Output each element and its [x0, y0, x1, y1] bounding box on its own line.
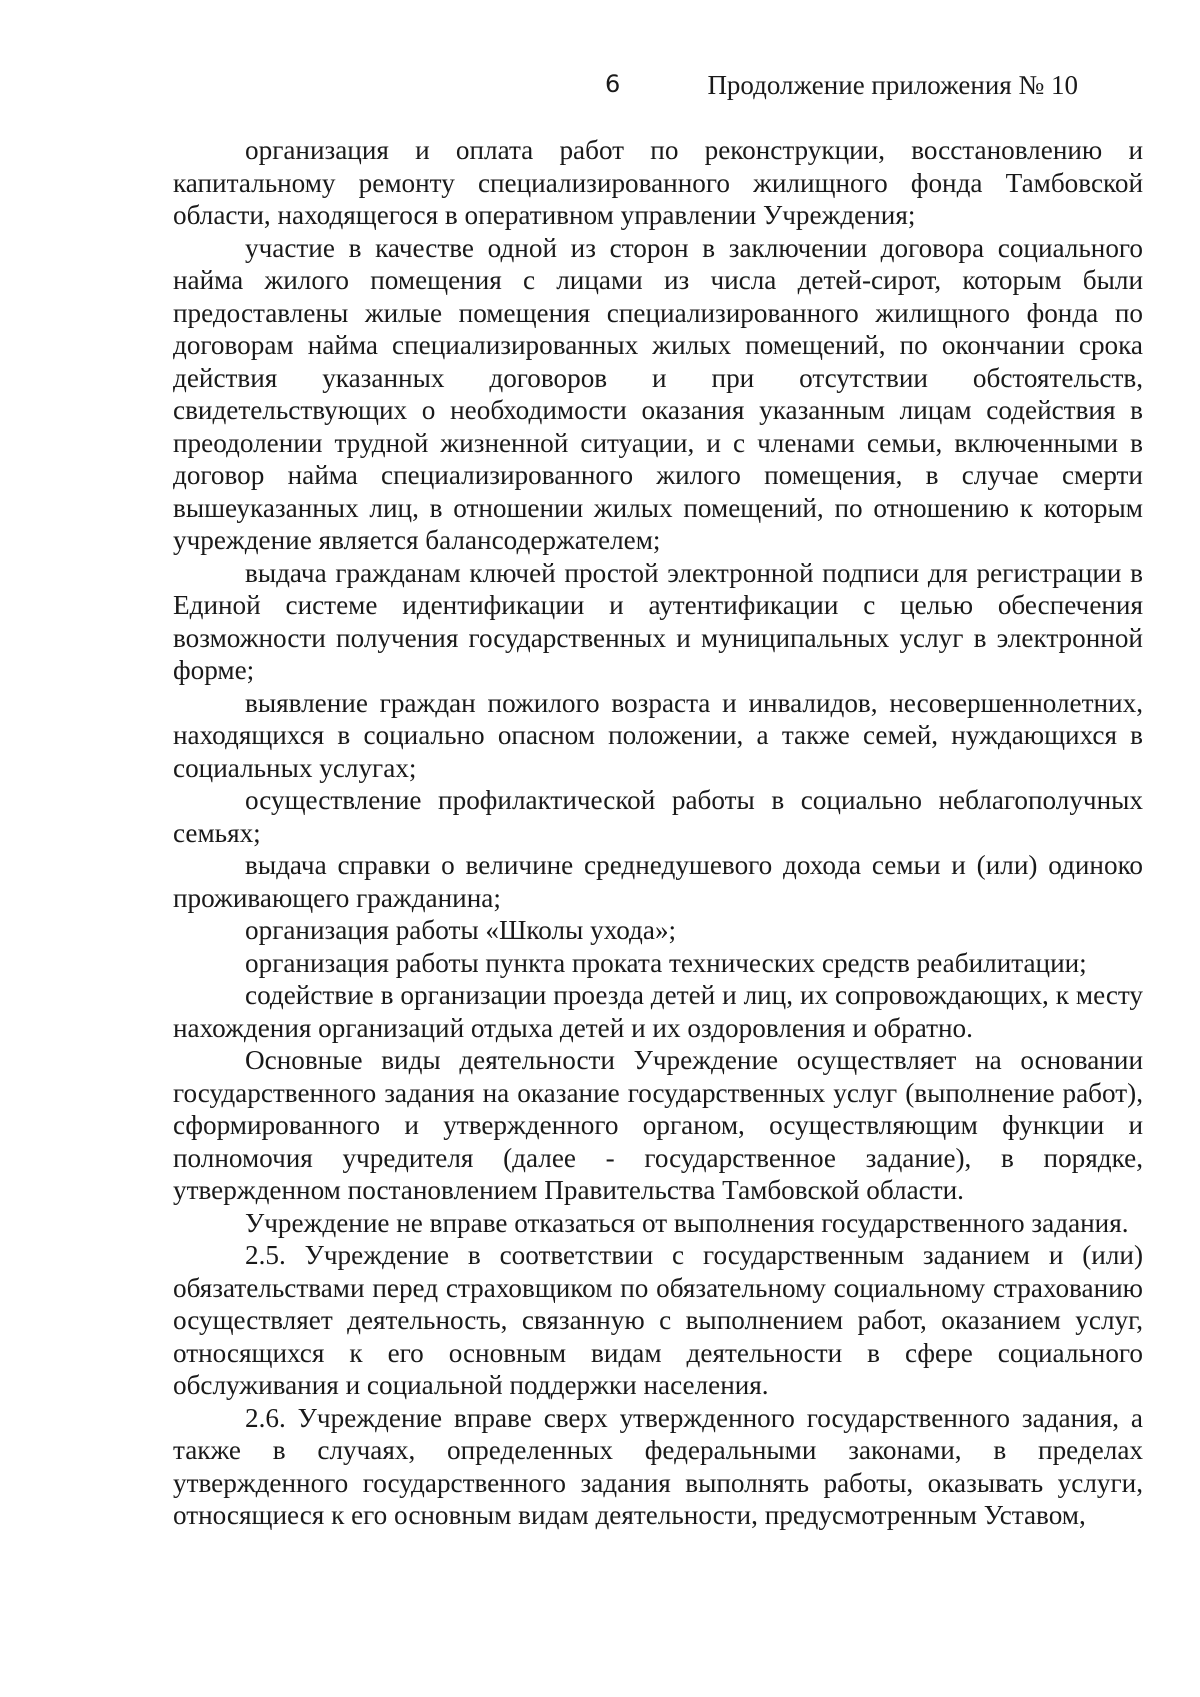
paragraph: выдача справки о величине среднедушевого дохода семьи и (или) одиноко проживающего гражданина; — [173, 850, 1143, 913]
paragraph: участие в качестве одной из сторон в заключении договора социального найма жилого помещения с лицами из числа детей-сирот, которым были предоставлены жилые помещения специализированного жилищного фонда по договорам найма специализированных жилых помещений, по окончании срока действия указанных договоров и при отсутствии обстоятельств, свидетельствующих о необходимости оказания указанным лицам содействия в преодолении трудной жизненной ситуации, и с членами семьи, включенными в договор найма специализированного жилого помещения, в случае смерти вышеуказанных лиц, в отношении жилых помещений, по отношению к которым учреждение является балансодержателем; — [173, 232, 1143, 555]
paragraph: Основные виды деятельности Учреждение осуществляет на основании государственного задания на оказание государственных услуг (выполнение работ), сформированного и утвержденного органом, осуществляющим функции и полномочия учредителя (далее - государственное задание), в порядке, утвержденном постановлением Правительства Тамбовской области. — [173, 1045, 1143, 1205]
page-number: 6 — [605, 70, 621, 98]
paragraph: выявление граждан пожилого возраста и инвалидов, несовершеннолетних, находящихся в социально опасном положении, а также семей, нуждающихся в социальных услугах; — [173, 687, 1143, 783]
paragraph: выдача гражданам ключей простой электронной подписи для регистрации в Единой системе идентификации и аутентификации с целью обеспечения возможности получения государственных и муниципальных услуг в электронной форме; — [173, 557, 1143, 685]
page-header — [0, 70, 1200, 110]
paragraph: содействие в организации проезда детей и лиц, их сопровождающих, к месту нахождения организаций отдыха детей и их оздоровления и обратно. — [173, 980, 1143, 1043]
paragraph: организация работы «Школы ухода»; — [245, 915, 677, 945]
paragraph: 2.6. Учреждение вправе сверх утвержденного государственного задания, а также в случаях, определенных федеральными законами, в пределах утвержденного государственного задания выполнять работы, оказывать услуги, относящиеся к его основным видам деятельности, предусмотренным Уставом, — [173, 1402, 1143, 1530]
paragraph: Учреждение не вправе отказаться от выполнения государственного задания. — [245, 1207, 1129, 1238]
paragraph: 2.5. Учреждение в соответствии с государственным заданием и (или) обязательствами перед страховщиком по обязательному социальному страхованию осуществляет деятельность, связанную с выполнением работ, оказанием услуг, относящихся к его основным видам деятельности в сфере социального обслуживания и социальной поддержки населения. — [173, 1240, 1143, 1400]
document-body — [173, 134, 1143, 1532]
paragraph: организация работы пункта проката технических средств реабилитации; — [245, 947, 1087, 978]
paragraph: организация и оплата работ по реконструкции, восстановлению и капитальному ремонту специализированного жилищного фонда Тамбовской области, находящегося в оперативном управлении Учреждения; — [173, 135, 1143, 230]
paragraph: осуществление профилактической работы в социально неблагополучных семьях; — [173, 785, 1143, 848]
appendix-continuation-label: Продолжение приложения № 10 — [707, 70, 1078, 100]
